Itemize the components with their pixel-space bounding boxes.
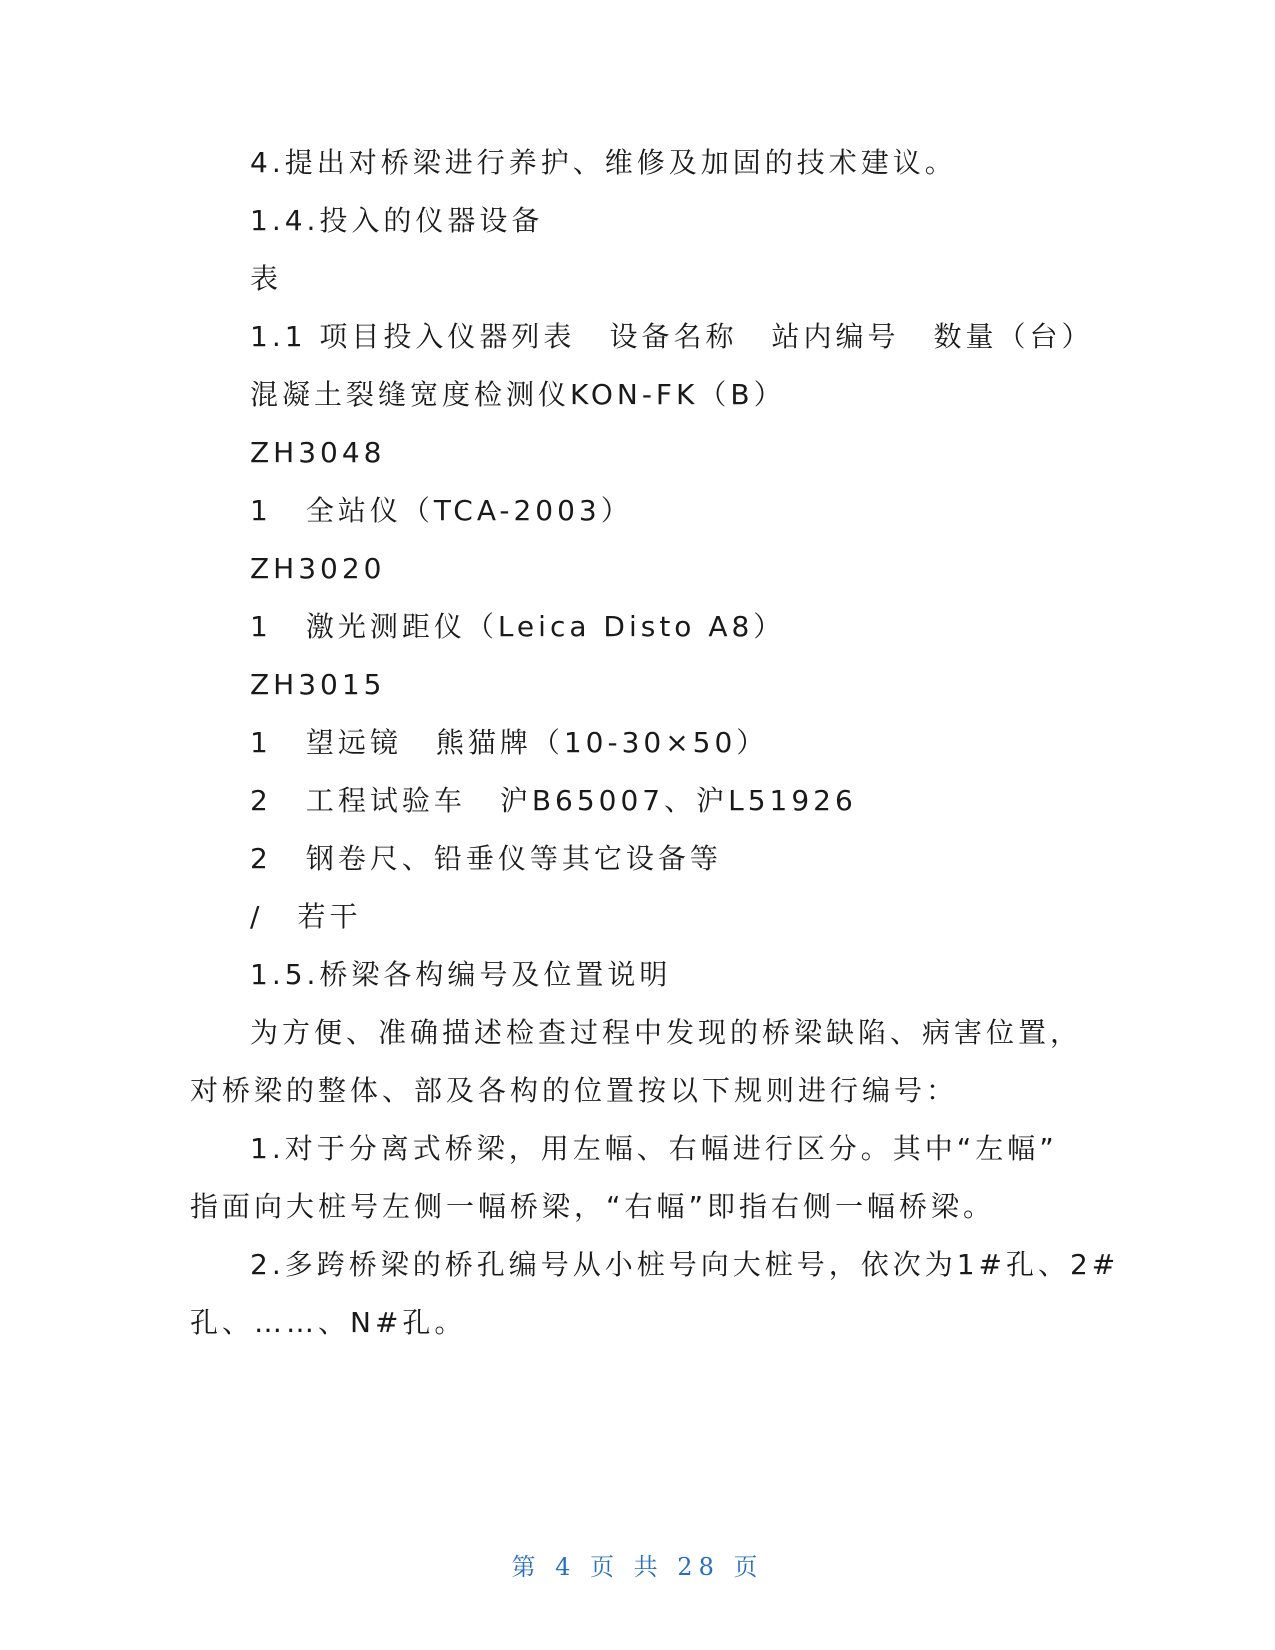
- table-row: [250, 841, 722, 877]
- table-row: [250, 783, 857, 819]
- item-4-qty: 2: [250, 784, 272, 817]
- paragraph-line: 1.对于分离式桥梁，用左幅、右幅进行区分。其中“左幅”: [250, 1132, 1058, 1165]
- paragraph-line: 为方便、准确描述检查过程中发现的桥梁缺陷、病害位置，: [250, 1016, 1083, 1049]
- item-6-code: /: [250, 900, 264, 933]
- section-heading-1-5: 1.5.桥梁各构编号及位置说明: [250, 958, 672, 991]
- item-2-name: 全站仪（TCA-2003）: [305, 494, 633, 527]
- item-5-qty: 2: [250, 842, 272, 875]
- page-number-footer: 第 4 页 共 28 页: [511, 1553, 764, 1581]
- paragraph-line: 2.多跨桥梁的桥孔编号从小桩号向大桩号，依次为1#孔、2#: [250, 1248, 1120, 1281]
- item-2-qty: 1: [250, 610, 272, 643]
- item-2-code: ZH3020: [250, 552, 386, 585]
- paragraph-line: 指面向大桩号左侧一幅桥梁，“右幅”即指右侧一幅桥梁。: [190, 1190, 996, 1223]
- item-3-name: 激光测距仪（Leica Disto A8）: [305, 610, 786, 643]
- column-header-code: 站内编号: [771, 320, 900, 353]
- item-3-code: ZH3015: [250, 668, 386, 701]
- column-header-qty: 数量（台）: [933, 320, 1094, 353]
- item-5-name: 工程试验车: [305, 784, 466, 817]
- section-heading-1-4: 1.4.投入的仪器设备: [250, 204, 544, 237]
- item-4-name: 望远镜: [305, 726, 402, 759]
- item-6-name: 钢卷尺、铅垂仪等其它设备等: [305, 842, 722, 875]
- table-row: [250, 725, 768, 761]
- paragraph-line: 孔、……、N#孔。: [190, 1306, 467, 1339]
- item-5-code: 沪B65007、沪L51926: [499, 784, 857, 817]
- item-1-code: ZH3048: [250, 436, 386, 469]
- item-1-name: 混凝土裂缝宽度检测仪KON-FK（B）: [250, 378, 786, 411]
- table-row: [250, 493, 633, 529]
- column-header-name: 设备名称: [609, 320, 738, 353]
- table-caption: 1.1 项目投入仪器列表: [250, 320, 576, 353]
- item-1-qty: 1: [250, 494, 272, 527]
- paragraph-item-4: 4.提出对桥梁进行养护、维修及加固的技术建议。: [250, 146, 957, 179]
- paragraph-line: 对桥梁的整体、部及各构的位置按以下规则进行编号：: [190, 1074, 959, 1107]
- table-row: [250, 899, 361, 935]
- item-4-code: 熊猫牌（10-30×50）: [435, 726, 769, 759]
- table-label: 表: [250, 262, 283, 295]
- table-row: [250, 609, 785, 645]
- item-3-qty: 1: [250, 726, 272, 759]
- table-header-row: [250, 319, 1093, 355]
- item-6-qty: 若干: [297, 900, 362, 933]
